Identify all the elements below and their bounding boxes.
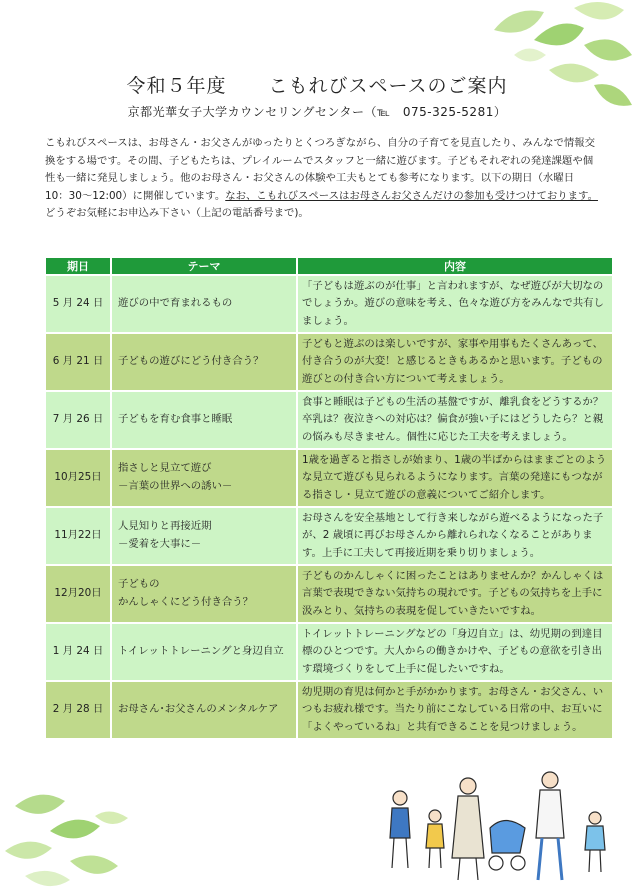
row-content: お母さんを安全基地として行き来しながら遊べるようになった子が、2 歳頃に再びお母さんから離れられなくなることがあります。上手に工夫して再接近期を乗り切りましょう。: [298, 508, 612, 564]
row-content: トイレットトレーニングなどの「身辺自立」は、幼児期の到達目標のひとつです。大人からの働きかけや、子どもの意欲を引き出す環境づくりをして上手に促したいですね。: [298, 624, 612, 680]
row-theme: [112, 334, 296, 390]
row-content: 子どものかんしゃくに困ったことはありませんか？かんしゃくは言葉で表現できない気持ちの現れです。子どもの気持ちを上手に汲みとり、気持ちの表現を促していきたいですね。: [298, 566, 612, 622]
table-row: [46, 508, 612, 564]
row-theme-title: 子どもの遊びにどう付き合う？: [118, 355, 264, 368]
row-theme-subtitle: かんしゃくにどう付き合う？: [118, 596, 254, 608]
row-date: 10月25日: [46, 450, 110, 506]
table-row: [46, 624, 612, 680]
row-theme: [112, 450, 296, 506]
row-theme: [112, 682, 296, 738]
row-content: 1歳を過ぎると指さしが始まり、1歳の半ばからはままごとのような見立て遊びも見られるようになります。言葉の発達にもつながる指さし・見立て遊びの意義についてご紹介します。: [298, 450, 612, 506]
page-subtitle: 京都光華女子大学カウンセリングセンター（℡ 075-325-5281）: [127, 105, 507, 119]
intro-underlined-text: なお、こもれびスペースはお母さんお父さんだけの参加も受けつけております。: [225, 189, 598, 202]
row-date: 5 月 24 日: [46, 276, 110, 332]
row-theme-title: 指さしと見立て遊び: [118, 462, 212, 475]
row-theme: [112, 566, 296, 622]
row-theme: [112, 392, 296, 448]
row-theme: [112, 276, 296, 332]
row-theme-title: 人見知りと再接近期: [118, 520, 212, 533]
row-date: 12月20日: [46, 566, 110, 622]
row-theme: [112, 508, 296, 564]
title-main: こもれびスペースのご案内: [268, 75, 508, 97]
schedule-table: [44, 256, 614, 740]
row-theme-subtitle: －愛着を大事に－: [118, 538, 202, 550]
leaves-decoration-bottom-left: [0, 776, 150, 896]
row-date: 6 月 21 日: [46, 334, 110, 390]
row-theme-title: 遊びの中で育まれるもの: [118, 297, 233, 310]
row-content: 幼児期の育児は何かと手がかかります。お母さん・お父さん、いつもお疲れ様です。当たり前にこなしている日常の中、お互いに「よくやっているね」と共有できることを見つけましょう。: [298, 682, 612, 738]
family-illustration: [380, 768, 616, 890]
row-theme-title: 子どもを育む食事と睡眠: [118, 413, 233, 426]
row-content: 食事と睡眠は子どもの生活の基盤ですが、離乳食をどうするか？卒乳は？夜泣きへの対応は？偏食が強い子にはどうしたら？と親の悩みも尽きません。個性に応じた工夫を考えましょう。: [298, 392, 612, 448]
row-date: 2 月 28 日: [46, 682, 110, 738]
row-theme-title: 子どもの: [118, 578, 160, 591]
column-header-theme: テーマ: [112, 258, 296, 274]
row-date: 7 月 26 日: [46, 392, 110, 448]
table-row: [46, 392, 612, 448]
column-header-content: 内容: [298, 258, 612, 274]
row-theme: [112, 624, 296, 680]
table-row: [46, 566, 612, 622]
row-theme-subtitle: －言葉の世界への誘い－: [118, 480, 233, 492]
table-row: [46, 682, 612, 738]
table-row: [46, 450, 612, 506]
row-content: 「子どもは遊ぶのが仕事」と言われますが、なぜ遊びが大切なのでしょうか。遊びの意味を考え、色々な遊び方をみんなで共有しましょう。: [298, 276, 612, 332]
table-row: [46, 334, 612, 390]
row-content: 子どもと遊ぶのは楽しいですが、家事や用事もたくさんあって、付き合うのが大変！と感じるときもあるかと思います。子どもの遊びとの付き合い方について考えましょう。: [298, 334, 612, 390]
row-theme-title: お母さん･お父さんのメンタルケア: [118, 703, 279, 716]
column-header-date: 期日: [46, 258, 110, 274]
row-date: 1 月 24 日: [46, 624, 110, 680]
title-year: 令和５年度: [126, 75, 227, 97]
table-header-row: [46, 258, 612, 274]
table-row: [46, 276, 612, 332]
page-title: [0, 71, 634, 98]
intro-paragraph: [45, 135, 600, 223]
intro-text: こもれびスペースは、お母さん・お父さんがゆったりとくつろぎながら、自分の子育てを見直したり、みんなで情報交換をする場です。その間、子どもたちは、プレイルームでスタッフと一緒に遊びます。子どもそれぞれの発達課題や個性も一緒に発見しましょう。他のお母さん・お父さんの体験や工夫もとても参考になります。以下の期日（水曜日 10：30～12:00）に開催しています。: [45, 137, 596, 202]
row-date: 11月22日: [46, 508, 110, 564]
intro-end-text: どうぞお気軽にお申込み下さい（上記の電話番号まで)。: [45, 207, 309, 220]
row-theme-title: トイレットトレーニングと身辺自立: [118, 645, 284, 658]
